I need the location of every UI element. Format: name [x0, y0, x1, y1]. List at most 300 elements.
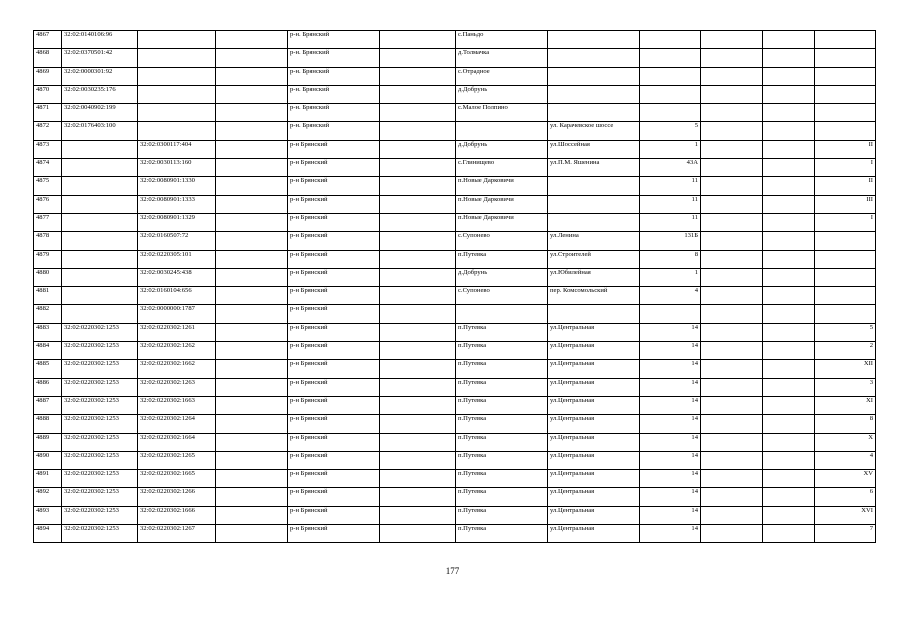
cell-cadastral-number: 32:02:0000000:1787: [138, 305, 216, 323]
cell-parent-cadastral-number: 32:02:0030235:176: [62, 85, 138, 103]
cell-settlement: с.Супонево: [456, 287, 548, 305]
table-row: [34, 159, 876, 177]
cell-settlement-type: [380, 268, 456, 286]
table-row: [34, 360, 876, 378]
cell-parent-cadastral-number: 32:02:0220302:1253: [62, 525, 138, 543]
cell-parent-cadastral-number: 32:02:0040902:199: [62, 104, 138, 122]
cell-extra: [216, 378, 288, 396]
cell-parent-cadastral-number: [62, 232, 138, 250]
cell-extra: [216, 232, 288, 250]
cell-settlement-type: [380, 305, 456, 323]
cell-street: ул.Центральная: [548, 488, 640, 506]
cell-building: [701, 140, 763, 158]
cell-settlement: п.Путевка: [456, 378, 548, 396]
cell-building: [701, 85, 763, 103]
cell-cadastral-number: 32:02:0220302:1663: [138, 396, 216, 414]
cell-street: ул.Центральная: [548, 525, 640, 543]
table-row: [34, 470, 876, 488]
cell-district: р-н Брянский: [288, 360, 380, 378]
cell-parent-cadastral-number: [62, 159, 138, 177]
cell-apartment: [815, 49, 876, 67]
cell-house-number: 8: [640, 250, 701, 268]
cell-extra: [216, 323, 288, 341]
cell-settlement-type: [380, 451, 456, 469]
cell-parent-cadastral-number: 32:02:0370501:42: [62, 49, 138, 67]
cell-house-number: 14: [640, 451, 701, 469]
cell-structure: [763, 85, 815, 103]
cell-apartment: 5: [815, 323, 876, 341]
cell-building: [701, 268, 763, 286]
cell-building: [701, 287, 763, 305]
cell-settlement: п.Путевка: [456, 488, 548, 506]
table-row: [34, 122, 876, 140]
cell-street: [548, 213, 640, 231]
cell-parent-cadastral-number: [62, 213, 138, 231]
cell-parent-cadastral-number: [62, 195, 138, 213]
cell-structure: [763, 360, 815, 378]
cell-cadastral-number: 32:02:0300117:404: [138, 140, 216, 158]
cell-parent-cadastral-number: 32:02:0220302:1253: [62, 342, 138, 360]
cell-extra: [216, 49, 288, 67]
cell-apartment: [815, 268, 876, 286]
cell-building: [701, 213, 763, 231]
cell-extra: [216, 470, 288, 488]
table-row: [34, 396, 876, 414]
table-row: [34, 268, 876, 286]
cell-parent-cadastral-number: 32:02:0000301:92: [62, 67, 138, 85]
cell-extra: [216, 396, 288, 414]
cell-district: р-н Брянский: [288, 396, 380, 414]
cell-street: ул.Центральная: [548, 506, 640, 524]
cell-apartment: XI: [815, 396, 876, 414]
cell-record-number: 4889: [34, 433, 62, 451]
cell-street: [548, 31, 640, 49]
cell-building: [701, 342, 763, 360]
cell-extra: [216, 122, 288, 140]
cell-record-number: 4879: [34, 250, 62, 268]
cell-settlement-type: [380, 140, 456, 158]
cell-settlement-type: [380, 104, 456, 122]
cell-settlement: п.Путевка: [456, 360, 548, 378]
cell-record-number: 4874: [34, 159, 62, 177]
cell-record-number: 4888: [34, 415, 62, 433]
cell-district: р-н. Брянский: [288, 104, 380, 122]
cell-structure: [763, 506, 815, 524]
cell-house-number: 14: [640, 470, 701, 488]
cell-cadastral-number: 32:02:0160104:656: [138, 287, 216, 305]
cell-building: [701, 506, 763, 524]
cell-district: р-н Брянский: [288, 268, 380, 286]
cell-parent-cadastral-number: [62, 268, 138, 286]
table-row: [34, 305, 876, 323]
cell-settlement: п.Новые Дарковичи: [456, 195, 548, 213]
cell-record-number: 4876: [34, 195, 62, 213]
cell-house-number: 14: [640, 396, 701, 414]
cell-structure: [763, 396, 815, 414]
table-row: [34, 415, 876, 433]
cell-cadastral-number: [138, 104, 216, 122]
cell-apartment: II: [815, 177, 876, 195]
cell-house-number: [640, 31, 701, 49]
cell-structure: [763, 287, 815, 305]
cell-parent-cadastral-number: [62, 177, 138, 195]
cell-structure: [763, 177, 815, 195]
table-row: [34, 323, 876, 341]
cell-apartment: 7: [815, 525, 876, 543]
cell-street: [548, 177, 640, 195]
cell-district: р-н Брянский: [288, 177, 380, 195]
cell-extra: [216, 140, 288, 158]
cell-house-number: 14: [640, 323, 701, 341]
cell-district: р-н Брянский: [288, 506, 380, 524]
cell-district: р-н Брянский: [288, 287, 380, 305]
cell-cadastral-number: 32:02:0160507:72: [138, 232, 216, 250]
cell-settlement: п.Путевка: [456, 415, 548, 433]
cell-district: р-н. Брянский: [288, 31, 380, 49]
cell-record-number: 4868: [34, 49, 62, 67]
cell-street: [548, 104, 640, 122]
table-row: [34, 250, 876, 268]
cell-cadastral-number: 32:02:0080901:1333: [138, 195, 216, 213]
cell-building: [701, 433, 763, 451]
cell-street: ул.Центральная: [548, 451, 640, 469]
cell-extra: [216, 415, 288, 433]
cell-house-number: 14: [640, 360, 701, 378]
cell-extra: [216, 159, 288, 177]
table-row: [34, 433, 876, 451]
cell-record-number: 4894: [34, 525, 62, 543]
cell-settlement-type: [380, 342, 456, 360]
cell-street: ул.Центральная: [548, 470, 640, 488]
cell-parent-cadastral-number: [62, 140, 138, 158]
cell-street: [548, 49, 640, 67]
cell-extra: [216, 250, 288, 268]
cell-settlement: п.Путевка: [456, 250, 548, 268]
table-row: [34, 140, 876, 158]
cell-cadastral-number: 32:02:0030245:438: [138, 268, 216, 286]
table-row: [34, 378, 876, 396]
cell-street: пер. Комсомольский: [548, 287, 640, 305]
cell-district: р-н. Брянский: [288, 49, 380, 67]
registry-table-body: [34, 31, 876, 543]
cell-settlement-type: [380, 213, 456, 231]
cell-building: [701, 159, 763, 177]
cell-structure: [763, 232, 815, 250]
cell-settlement: д.Толмачка: [456, 49, 548, 67]
cell-apartment: II: [815, 140, 876, 158]
cell-cadastral-number: 32:02:0220302:1662: [138, 360, 216, 378]
cell-district: р-н. Брянский: [288, 85, 380, 103]
cell-house-number: [640, 67, 701, 85]
cell-structure: [763, 342, 815, 360]
cell-cadastral-number: 32:02:0220302:1264: [138, 415, 216, 433]
cell-structure: [763, 49, 815, 67]
cell-parent-cadastral-number: [62, 305, 138, 323]
cell-cadastral-number: [138, 122, 216, 140]
cell-cadastral-number: 32:02:0220302:1665: [138, 470, 216, 488]
cell-record-number: 4880: [34, 268, 62, 286]
cell-settlement: д.Добрунь: [456, 140, 548, 158]
cell-record-number: 4878: [34, 232, 62, 250]
cell-building: [701, 195, 763, 213]
cell-structure: [763, 470, 815, 488]
cell-cadastral-number: [138, 67, 216, 85]
cell-record-number: 4869: [34, 67, 62, 85]
cell-cadastral-number: 32:02:0220302:1262: [138, 342, 216, 360]
cell-settlement-type: [380, 396, 456, 414]
cell-house-number: 131Б: [640, 232, 701, 250]
cell-parent-cadastral-number: 32:02:0220302:1253: [62, 451, 138, 469]
cell-district: р-н Брянский: [288, 232, 380, 250]
cell-settlement: [456, 305, 548, 323]
cell-parent-cadastral-number: 32:02:0220302:1253: [62, 506, 138, 524]
cell-cadastral-number: 32:02:0220302:1664: [138, 433, 216, 451]
table-row: [34, 49, 876, 67]
cell-street: ул.Центральная: [548, 396, 640, 414]
cell-settlement-type: [380, 470, 456, 488]
cell-structure: [763, 140, 815, 158]
cell-extra: [216, 104, 288, 122]
cell-house-number: 5: [640, 122, 701, 140]
cell-settlement: п.Путевка: [456, 342, 548, 360]
cell-settlement-type: [380, 122, 456, 140]
table-row: [34, 342, 876, 360]
cell-record-number: 4867: [34, 31, 62, 49]
cell-street: [548, 67, 640, 85]
cell-cadastral-number: 32:02:0220305:101: [138, 250, 216, 268]
cell-district: р-н Брянский: [288, 378, 380, 396]
cell-extra: [216, 85, 288, 103]
table-row: [34, 104, 876, 122]
cell-building: [701, 488, 763, 506]
cell-district: р-н Брянский: [288, 213, 380, 231]
cell-settlement-type: [380, 360, 456, 378]
cell-parent-cadastral-number: 32:02:0140106:96: [62, 31, 138, 49]
cell-settlement: п.Путевка: [456, 470, 548, 488]
cell-structure: [763, 323, 815, 341]
table-row: [34, 525, 876, 543]
cell-extra: [216, 433, 288, 451]
cell-house-number: [640, 49, 701, 67]
cell-house-number: 11: [640, 195, 701, 213]
cell-settlement-type: [380, 506, 456, 524]
cell-structure: [763, 104, 815, 122]
cell-apartment: [815, 85, 876, 103]
cell-settlement: п.Новые Дарковичи: [456, 213, 548, 231]
cell-district: р-н Брянский: [288, 488, 380, 506]
cell-house-number: 14: [640, 433, 701, 451]
cell-apartment: III: [815, 195, 876, 213]
cell-district: р-н Брянский: [288, 470, 380, 488]
cell-settlement-type: [380, 433, 456, 451]
cell-apartment: [815, 31, 876, 49]
cell-cadastral-number: 32:02:0220302:1267: [138, 525, 216, 543]
cell-record-number: 4870: [34, 85, 62, 103]
cell-cadastral-number: 32:02:0220302:1261: [138, 323, 216, 341]
cell-settlement: [456, 122, 548, 140]
cell-cadastral-number: [138, 31, 216, 49]
cell-parent-cadastral-number: 32:02:0220302:1253: [62, 396, 138, 414]
cell-settlement-type: [380, 85, 456, 103]
cell-extra: [216, 177, 288, 195]
cell-building: [701, 305, 763, 323]
cell-settlement-type: [380, 323, 456, 341]
cell-apartment: 2: [815, 342, 876, 360]
cell-house-number: 14: [640, 488, 701, 506]
cell-record-number: 4885: [34, 360, 62, 378]
cell-street: ул.Центральная: [548, 378, 640, 396]
cell-apartment: 4: [815, 451, 876, 469]
cell-extra: [216, 31, 288, 49]
cell-extra: [216, 305, 288, 323]
cell-structure: [763, 268, 815, 286]
cell-structure: [763, 305, 815, 323]
cell-extra: [216, 342, 288, 360]
cell-settlement-type: [380, 378, 456, 396]
table-row: [34, 67, 876, 85]
cell-building: [701, 451, 763, 469]
cell-building: [701, 360, 763, 378]
cell-parent-cadastral-number: 32:02:0220302:1253: [62, 360, 138, 378]
cell-cadastral-number: 32:02:0220302:1265: [138, 451, 216, 469]
cell-house-number: 14: [640, 342, 701, 360]
cell-structure: [763, 433, 815, 451]
cell-extra: [216, 268, 288, 286]
cell-record-number: 4873: [34, 140, 62, 158]
cell-apartment: 8: [815, 415, 876, 433]
table-row: [34, 85, 876, 103]
cell-house-number: 14: [640, 525, 701, 543]
cell-district: р-н Брянский: [288, 451, 380, 469]
cell-street: ул. Карачевское шоссе: [548, 122, 640, 140]
cell-parent-cadastral-number: 32:02:0220302:1253: [62, 488, 138, 506]
registry-table: [33, 30, 876, 543]
cell-structure: [763, 31, 815, 49]
cell-apartment: [815, 104, 876, 122]
cell-apartment: X: [815, 433, 876, 451]
table-row: [34, 213, 876, 231]
cell-parent-cadastral-number: 32:02:0220302:1253: [62, 470, 138, 488]
cell-settlement-type: [380, 31, 456, 49]
cell-house-number: 1: [640, 140, 701, 158]
cell-structure: [763, 195, 815, 213]
cell-district: р-н. Брянский: [288, 67, 380, 85]
cell-settlement: п.Путевка: [456, 506, 548, 524]
cell-district: р-н Брянский: [288, 195, 380, 213]
cell-street: ул.Центральная: [548, 323, 640, 341]
cell-settlement: д.Добрунь: [456, 268, 548, 286]
cell-building: [701, 232, 763, 250]
cell-parent-cadastral-number: 32:02:0220302:1253: [62, 415, 138, 433]
cell-settlement-type: [380, 177, 456, 195]
cell-district: р-н Брянский: [288, 305, 380, 323]
table-row: [34, 287, 876, 305]
cell-building: [701, 49, 763, 67]
cell-district: р-н Брянский: [288, 140, 380, 158]
cell-street: [548, 85, 640, 103]
cell-building: [701, 470, 763, 488]
cell-apartment: I: [815, 213, 876, 231]
cell-district: р-н. Брянский: [288, 122, 380, 140]
cell-settlement: д.Добрунь: [456, 85, 548, 103]
cell-street: ул.Центральная: [548, 342, 640, 360]
cell-apartment: [815, 305, 876, 323]
cell-extra: [216, 287, 288, 305]
table-row: [34, 506, 876, 524]
cell-structure: [763, 159, 815, 177]
cell-apartment: [815, 250, 876, 268]
cell-parent-cadastral-number: [62, 287, 138, 305]
cell-settlement-type: [380, 415, 456, 433]
cell-street: ул.Ленина: [548, 232, 640, 250]
cell-building: [701, 31, 763, 49]
cell-structure: [763, 525, 815, 543]
cell-house-number: [640, 104, 701, 122]
cell-district: р-н Брянский: [288, 433, 380, 451]
table-row: [34, 177, 876, 195]
cell-cadastral-number: 32:02:0080901:1329: [138, 213, 216, 231]
cell-building: [701, 525, 763, 543]
cell-record-number: 4892: [34, 488, 62, 506]
cell-structure: [763, 213, 815, 231]
cell-house-number: 11: [640, 213, 701, 231]
page-number: 177: [445, 566, 460, 576]
cell-record-number: 4875: [34, 177, 62, 195]
cell-structure: [763, 122, 815, 140]
cell-settlement-type: [380, 488, 456, 506]
cell-apartment: XII: [815, 360, 876, 378]
cell-district: р-н Брянский: [288, 159, 380, 177]
cell-cadastral-number: 32:02:0220302:1263: [138, 378, 216, 396]
cell-settlement-type: [380, 287, 456, 305]
cell-settlement: п.Путевка: [456, 323, 548, 341]
table-row: [34, 232, 876, 250]
cell-building: [701, 378, 763, 396]
cell-settlement: п.Путевка: [456, 525, 548, 543]
cell-cadastral-number: 32:02:0080901:1330: [138, 177, 216, 195]
cell-settlement: п.Путевка: [456, 433, 548, 451]
cell-apartment: XVI: [815, 506, 876, 524]
cell-apartment: [815, 287, 876, 305]
cell-apartment: 3: [815, 378, 876, 396]
cell-settlement-type: [380, 232, 456, 250]
cell-street: ул.Шоссейная: [548, 140, 640, 158]
cell-settlement-type: [380, 525, 456, 543]
cell-cadastral-number: [138, 85, 216, 103]
cell-apartment: [815, 232, 876, 250]
cell-house-number: 14: [640, 378, 701, 396]
cell-extra: [216, 525, 288, 543]
cell-structure: [763, 488, 815, 506]
cell-cadastral-number: 32:02:0220302:1266: [138, 488, 216, 506]
cell-house-number: 14: [640, 415, 701, 433]
cell-settlement-type: [380, 49, 456, 67]
cell-district: р-н Брянский: [288, 342, 380, 360]
cell-parent-cadastral-number: 32:02:0220302:1253: [62, 378, 138, 396]
cell-record-number: 4886: [34, 378, 62, 396]
cell-street: ул.Центральная: [548, 433, 640, 451]
cell-cadastral-number: 32:02:0030113:160: [138, 159, 216, 177]
cell-building: [701, 323, 763, 341]
cell-parent-cadastral-number: [62, 250, 138, 268]
cell-record-number: 4877: [34, 213, 62, 231]
cell-record-number: 4893: [34, 506, 62, 524]
cell-district: р-н Брянский: [288, 250, 380, 268]
cell-record-number: 4887: [34, 396, 62, 414]
cell-house-number: 1: [640, 268, 701, 286]
cell-extra: [216, 213, 288, 231]
cell-record-number: 4871: [34, 104, 62, 122]
